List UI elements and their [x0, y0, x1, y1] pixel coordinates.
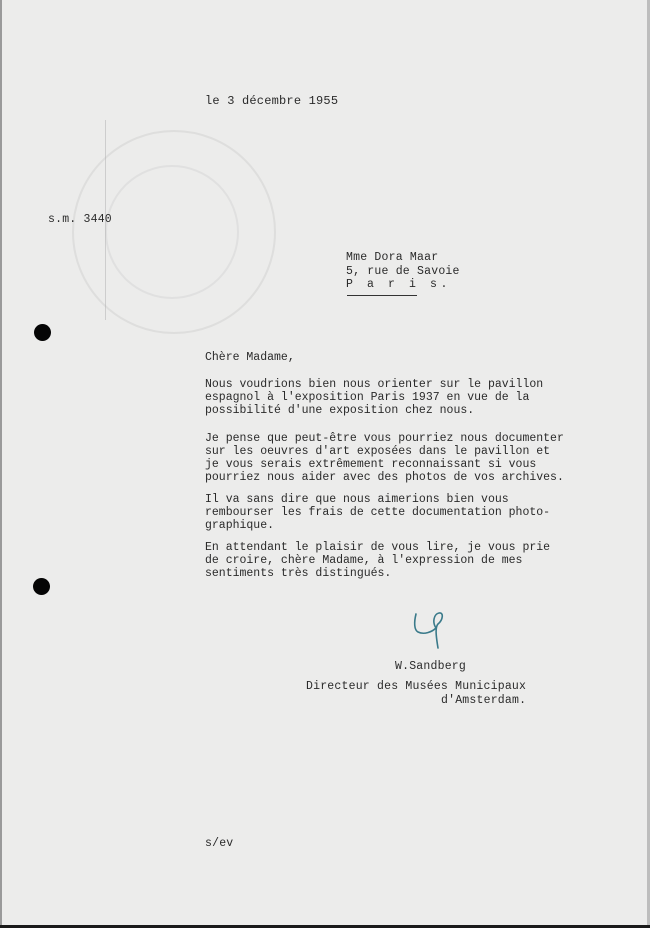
watermark-seal-inner	[105, 165, 239, 299]
signer-name: W.Sandberg	[395, 660, 467, 673]
paragraph-4	[205, 541, 575, 580]
page-edge-left	[0, 0, 2, 928]
paragraph-3	[205, 493, 575, 532]
handwritten-signature-icon	[410, 608, 450, 650]
punch-hole-icon	[34, 324, 51, 341]
paragraph-line: possibilité d'une exposition chez nous.	[205, 404, 475, 417]
recipient-street: 5, rue de Savoie	[346, 265, 460, 278]
punch-hole-icon	[33, 578, 50, 595]
paragraph-line: espagnol à l'exposition Paris 1937 en vue de la	[205, 391, 530, 404]
typist-initials: s/ev	[205, 837, 234, 850]
signer-institution: d'Amsterdam.	[441, 694, 527, 707]
letter-date: le 3 décembre 1955	[205, 94, 339, 108]
paragraph-line: sur les oeuvres d'art exposées dans le pavillon et	[205, 445, 551, 458]
paragraph-2	[205, 432, 575, 484]
greeting: Chère Madame,	[205, 351, 295, 364]
signer-title: Directeur des Musées Municipaux	[306, 680, 527, 693]
paragraph-line: Nous voudrions bien nous orienter sur le pavillon	[205, 378, 544, 391]
paragraph-line: je vous serais extrêmement reconnaissant si vous	[205, 458, 537, 471]
paragraph-line: pourriez nous aider avec des photos de vos archives.	[205, 471, 564, 484]
paragraph-line: En attendant le plaisir de vous lire, je vous prie	[205, 541, 551, 554]
paragraph-line: de croire, chère Madame, à l'expression de mes	[205, 554, 523, 567]
paragraph-line: rembourser les frais de cette documentation photo-	[205, 506, 551, 519]
reference-number: s.m. 3440	[48, 213, 112, 226]
recipient-name: Mme Dora Maar	[346, 251, 439, 264]
paragraph-line: Il va sans dire que nous aimerions bien vous	[205, 493, 509, 506]
recipient-city: P a r i s.	[346, 278, 452, 291]
paragraph-line: Je pense que peut-être vous pourriez nous documenter	[205, 432, 564, 445]
address-underline	[347, 295, 417, 296]
paragraph-line: graphique.	[205, 519, 275, 532]
paragraph-1	[205, 378, 575, 417]
paragraph-line: sentiments très distingués.	[205, 567, 392, 580]
